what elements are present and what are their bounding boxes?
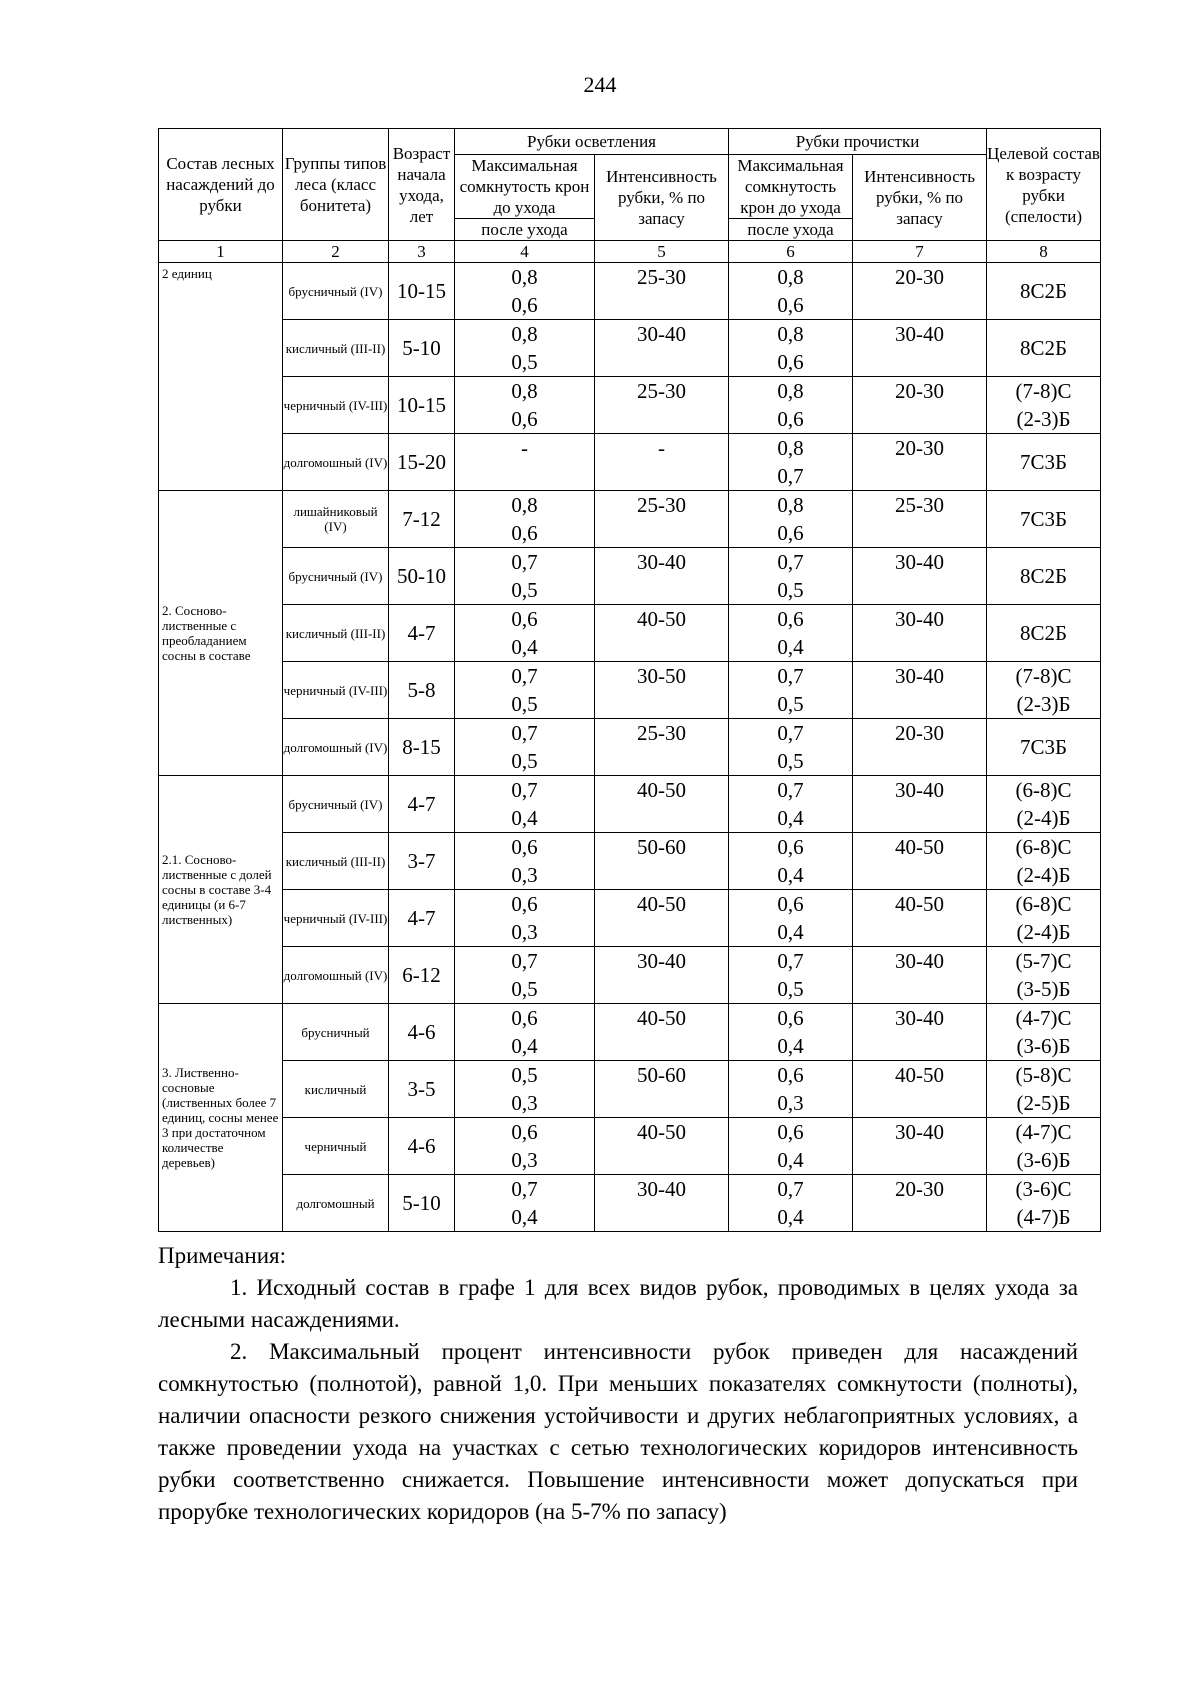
start-age-cell: 5-10 xyxy=(389,320,455,377)
target-composition-cell xyxy=(987,776,1101,833)
composition-cell: 2 единиц xyxy=(159,263,283,491)
value-after: 0,3 xyxy=(511,1148,538,1172)
value-after: 0,3 xyxy=(511,863,538,887)
value-after: 0,5 xyxy=(511,350,538,374)
target-composition-cell xyxy=(987,833,1101,890)
value-before: 0,8 xyxy=(511,322,538,346)
target-pine: (3-6)С xyxy=(1015,1177,1072,1201)
forest-type-cell: долгомошный xyxy=(283,1175,389,1232)
value-before: 0,7 xyxy=(511,1177,538,1201)
target-composition-cell: 7С3Б xyxy=(987,719,1101,776)
value-after: 0,4 xyxy=(777,635,804,659)
forest-type-cell: лишайниковый (IV) xyxy=(283,491,389,548)
pr-closure-cell xyxy=(729,1118,853,1175)
column-number: 5 xyxy=(595,241,729,263)
composition-cell: 2. Сосново-лиственные с преобладанием сосны в составе xyxy=(159,491,283,776)
pr-closure-cell xyxy=(729,491,853,548)
value-before: 0,8 xyxy=(511,265,538,289)
start-age-cell: 5-10 xyxy=(389,1175,455,1232)
header-cleaning-cuttings: Рубки осветления xyxy=(455,129,729,155)
value-before: 0,7 xyxy=(511,721,538,745)
value-after: 0,6 xyxy=(511,407,538,431)
thinning-table xyxy=(158,128,1101,1232)
target-composition-cell: 8С2Б xyxy=(987,263,1101,320)
table-row xyxy=(159,605,1101,662)
value-after xyxy=(455,462,594,490)
column-number: 2 xyxy=(283,241,389,263)
target-composition-cell xyxy=(987,1118,1101,1175)
forest-type-cell: долгомошный (IV) xyxy=(283,719,389,776)
pr-intensity-cell: 30-40 xyxy=(853,605,987,662)
pr-intensity-cell: 40-50 xyxy=(853,1061,987,1118)
forest-type-cell: брусничный (IV) xyxy=(283,263,389,320)
table-row xyxy=(159,548,1101,605)
osv-intensity-cell: 50-60 xyxy=(595,1061,729,1118)
pr-closure-cell xyxy=(729,719,853,776)
value-after: 0,3 xyxy=(511,920,538,944)
value-after: 0,5 xyxy=(511,578,538,602)
target-composition-cell: 8С2Б xyxy=(987,320,1101,377)
value-before: 0,6 xyxy=(511,607,538,631)
forest-type-cell: черничный (IV-III) xyxy=(283,890,389,947)
value-before: 0,6 xyxy=(777,1063,804,1087)
table-row xyxy=(159,1175,1101,1232)
osv-intensity-cell: - xyxy=(595,434,729,491)
value-before: 0,5 xyxy=(511,1063,538,1087)
value-before: 0,6 xyxy=(777,892,804,916)
header-osv-max-closure: Максимальная сомкнутость крон до ухода xyxy=(455,155,595,219)
pr-closure-cell xyxy=(729,947,853,1004)
osv-intensity-cell: 30-50 xyxy=(595,662,729,719)
value-before: 0,7 xyxy=(511,550,538,574)
osv-closure-cell xyxy=(455,263,595,320)
forest-type-cell: брусничный xyxy=(283,1004,389,1061)
pr-closure-cell xyxy=(729,548,853,605)
header-pr-max-closure: Максимальная сомкнутость крон до ухода xyxy=(729,155,853,219)
osv-closure-cell xyxy=(455,833,595,890)
pr-intensity-cell: 30-40 xyxy=(853,1118,987,1175)
composition-cell: 3. Лиственно-сосновые (лиственных более 7 единиц, сосны менее 3 при достаточном количестве деревьев) xyxy=(159,1004,283,1232)
pr-intensity-cell: 40-50 xyxy=(853,833,987,890)
target-birch: (3-5)Б xyxy=(1016,977,1071,1001)
start-age-cell: 4-7 xyxy=(389,776,455,833)
target-pine: (5-8)С xyxy=(1015,1063,1072,1087)
target-composition-cell xyxy=(987,890,1101,947)
osv-closure-cell xyxy=(455,1118,595,1175)
pr-intensity-cell: 20-30 xyxy=(853,1175,987,1232)
pr-intensity-cell: 20-30 xyxy=(853,719,987,776)
value-after: 0,6 xyxy=(511,293,538,317)
value-after: 0,4 xyxy=(777,1034,804,1058)
value-before: 0,8 xyxy=(777,436,804,460)
pr-intensity-cell: 25-30 xyxy=(853,491,987,548)
value-before: 0,7 xyxy=(777,949,804,973)
value-after: 0,5 xyxy=(777,977,804,1001)
start-age-cell: 3-7 xyxy=(389,833,455,890)
pr-closure-cell xyxy=(729,1061,853,1118)
target-pine: (6-8)С xyxy=(1015,892,1072,916)
column-numbers-row xyxy=(159,241,1101,263)
table-row xyxy=(159,491,1101,548)
value-after: 0,3 xyxy=(777,1091,804,1115)
header-thinning-cuttings: Рубки прочистки xyxy=(729,129,987,155)
value-before: 0,6 xyxy=(511,1006,538,1030)
start-age-cell: 8-15 xyxy=(389,719,455,776)
target-birch: (4-7)Б xyxy=(1016,1205,1071,1229)
value-before: 0,6 xyxy=(777,835,804,859)
composition-cell: 2.1. Сосново-лиственные с долей сосны в составе 3-4 единицы (и 6-7 лиственных) xyxy=(159,776,283,1004)
pr-intensity-cell: 30-40 xyxy=(853,947,987,1004)
target-composition-cell xyxy=(987,1004,1101,1061)
value-after: 0,5 xyxy=(777,692,804,716)
pr-intensity-cell: 20-30 xyxy=(853,377,987,434)
value-before: 0,8 xyxy=(511,493,538,517)
target-birch: (2-3)Б xyxy=(1016,692,1071,716)
target-pine: (6-8)С xyxy=(1015,835,1072,859)
value-before: 0,7 xyxy=(511,949,538,973)
target-composition-cell: 8С2Б xyxy=(987,548,1101,605)
value-before: 0,7 xyxy=(511,778,538,802)
value-before: 0,7 xyxy=(511,664,538,688)
header-target-composition: Целевой состав к возрасту рубки (спелости) xyxy=(987,129,1101,241)
value-after: 0,5 xyxy=(511,749,538,773)
value-before: 0,8 xyxy=(511,379,538,403)
target-pine: (7-8)С xyxy=(1015,664,1072,688)
osv-intensity-cell: 25-30 xyxy=(595,491,729,548)
pr-closure-cell xyxy=(729,377,853,434)
start-age-cell: 15-20 xyxy=(389,434,455,491)
value-after: 0,6 xyxy=(511,521,538,545)
target-composition-cell: 7С3Б xyxy=(987,434,1101,491)
pr-closure-cell xyxy=(729,662,853,719)
forest-type-cell: кисличный xyxy=(283,1061,389,1118)
pr-closure-cell xyxy=(729,605,853,662)
value-after: 0,6 xyxy=(777,521,804,545)
value-after: 0,5 xyxy=(777,749,804,773)
target-composition-cell xyxy=(987,1175,1101,1232)
osv-closure-cell xyxy=(455,776,595,833)
osv-closure-cell xyxy=(455,434,595,491)
target-birch: (3-6)Б xyxy=(1016,1034,1071,1058)
start-age-cell: 7-12 xyxy=(389,491,455,548)
forest-type-cell: кисличный (III-II) xyxy=(283,833,389,890)
osv-intensity-cell: 40-50 xyxy=(595,890,729,947)
value-before: 0,7 xyxy=(777,721,804,745)
value-before: 0,7 xyxy=(777,1177,804,1201)
column-number: 7 xyxy=(853,241,987,263)
osv-closure-cell xyxy=(455,1004,595,1061)
value-before: 0,6 xyxy=(511,835,538,859)
start-age-cell: 4-6 xyxy=(389,1004,455,1061)
value-after: 0,5 xyxy=(777,578,804,602)
target-birch: (2-3)Б xyxy=(1016,407,1071,431)
osv-closure-cell xyxy=(455,1175,595,1232)
osv-closure-cell xyxy=(455,947,595,1004)
start-age-cell: 3-5 xyxy=(389,1061,455,1118)
start-age-cell: 10-15 xyxy=(389,263,455,320)
forest-type-cell: черничный xyxy=(283,1118,389,1175)
osv-intensity-cell: 40-50 xyxy=(595,1004,729,1061)
start-age-cell: 50-10 xyxy=(389,548,455,605)
note-item: 1. Исходный состав в графе 1 для всех видов рубок, проводимых в целях ухода за лесными насаждениями. xyxy=(158,1275,1078,1332)
value-before: 0,6 xyxy=(777,1120,804,1144)
osv-intensity-cell: 40-50 xyxy=(595,1118,729,1175)
table-row xyxy=(159,263,1101,320)
value-after: 0,4 xyxy=(511,1205,538,1229)
osv-closure-cell xyxy=(455,1061,595,1118)
osv-closure-cell xyxy=(455,548,595,605)
forest-type-cell: черничный (IV-III) xyxy=(283,662,389,719)
forest-type-cell: черничный (IV-III) xyxy=(283,377,389,434)
osv-intensity-cell: 30-40 xyxy=(595,947,729,1004)
target-composition-cell: 8С2Б xyxy=(987,605,1101,662)
value-after: 0,4 xyxy=(777,806,804,830)
target-birch: (2-4)Б xyxy=(1016,920,1071,944)
value-before: 0,6 xyxy=(511,892,538,916)
start-age-cell: 4-7 xyxy=(389,890,455,947)
value-after: 0,4 xyxy=(777,920,804,944)
value-after: 0,4 xyxy=(777,1205,804,1229)
osv-intensity-cell: 40-50 xyxy=(595,776,729,833)
header-composition: Состав лесных насаждений до рубки xyxy=(159,129,283,241)
value-before: 0,7 xyxy=(777,664,804,688)
table-row xyxy=(159,434,1101,491)
pr-intensity-cell: 20-30 xyxy=(853,434,987,491)
osv-intensity-cell: 25-30 xyxy=(595,719,729,776)
osv-intensity-cell: 25-30 xyxy=(595,263,729,320)
table-row xyxy=(159,1118,1101,1175)
value-before: 0,6 xyxy=(777,1006,804,1030)
value-before: 0,7 xyxy=(777,778,804,802)
start-age-cell: 4-7 xyxy=(389,605,455,662)
table-row xyxy=(159,1004,1101,1061)
osv-closure-cell xyxy=(455,491,595,548)
forest-type-cell: кисличный (III-II) xyxy=(283,320,389,377)
value-after: 0,5 xyxy=(511,692,538,716)
value-after: 0,4 xyxy=(777,863,804,887)
column-number: 1 xyxy=(159,241,283,263)
value-after: 0,5 xyxy=(511,977,538,1001)
pr-closure-cell xyxy=(729,890,853,947)
osv-intensity-cell: 50-60 xyxy=(595,833,729,890)
column-number: 3 xyxy=(389,241,455,263)
start-age-cell: 4-6 xyxy=(389,1118,455,1175)
pr-closure-cell xyxy=(729,833,853,890)
table-row xyxy=(159,320,1101,377)
target-composition-cell xyxy=(987,1061,1101,1118)
header-osv-after: после ухода xyxy=(455,219,595,241)
value-after: 0,4 xyxy=(777,1148,804,1172)
start-age-cell: 6-12 xyxy=(389,947,455,1004)
pr-closure-cell xyxy=(729,776,853,833)
target-birch: (2-5)Б xyxy=(1016,1091,1071,1115)
value-after: 0,3 xyxy=(511,1091,538,1115)
notes xyxy=(158,1240,1078,1528)
value-after: 0,4 xyxy=(511,806,538,830)
start-age-cell: 5-8 xyxy=(389,662,455,719)
target-pine: (6-8)С xyxy=(1015,778,1072,802)
page-number: 244 xyxy=(583,72,617,97)
column-number: 6 xyxy=(729,241,853,263)
pr-intensity-cell: 40-50 xyxy=(853,890,987,947)
value-before: 0,8 xyxy=(777,379,804,403)
osv-intensity-cell: 25-30 xyxy=(595,377,729,434)
target-birch: (2-4)Б xyxy=(1016,806,1071,830)
note-item: 2. Максимальный процент интенсивности рубок приведен для насаждений сомкнутостью (полнотой), равной 1,0. При меньших показателях сомкнутости (полноты), наличии опасности резкого снижения устойчивости и других неблагоприятных условиях, а также проведении ухода на участках с сетью технологических коридоров интенсивность рубки соответственно снижается. Повышение интенсивности может допускаться при прорубке технологических коридоров (на 5-7% по запасу) xyxy=(158,1339,1078,1524)
osv-intensity-cell: 30-40 xyxy=(595,548,729,605)
value-before: - xyxy=(521,436,528,460)
value-after: 0,7 xyxy=(777,464,804,488)
pr-closure-cell xyxy=(729,263,853,320)
forest-type-cell: долгомошный (IV) xyxy=(283,947,389,1004)
pr-closure-cell xyxy=(729,320,853,377)
table-row xyxy=(159,890,1101,947)
column-number: 4 xyxy=(455,241,595,263)
target-birch: (2-4)Б xyxy=(1016,863,1071,887)
header-forest-type-group: Группы типов леса (класс бонитета) xyxy=(283,129,389,241)
value-after: 0,4 xyxy=(511,1034,538,1058)
table-row xyxy=(159,947,1101,1004)
osv-intensity-cell: 40-50 xyxy=(595,605,729,662)
table-row xyxy=(159,377,1101,434)
value-after: 0,6 xyxy=(777,350,804,374)
header-start-age: Возраст начала ухода, лет xyxy=(389,129,455,241)
target-composition-cell xyxy=(987,947,1101,1004)
table-row xyxy=(159,833,1101,890)
value-before: 0,8 xyxy=(777,265,804,289)
forest-type-cell: кисличный (III-II) xyxy=(283,605,389,662)
value-before: 0,6 xyxy=(777,607,804,631)
pr-intensity-cell: 30-40 xyxy=(853,320,987,377)
osv-closure-cell xyxy=(455,662,595,719)
table-row xyxy=(159,719,1101,776)
osv-intensity-cell: 30-40 xyxy=(595,320,729,377)
start-age-cell: 10-15 xyxy=(389,377,455,434)
pr-intensity-cell: 30-40 xyxy=(853,1004,987,1061)
column-number: 8 xyxy=(987,241,1101,263)
target-composition-cell: 7С3Б xyxy=(987,491,1101,548)
osv-intensity-cell: 30-40 xyxy=(595,1175,729,1232)
target-birch: (3-6)Б xyxy=(1016,1148,1071,1172)
forest-type-cell: долгомошный (IV) xyxy=(283,434,389,491)
value-before: 0,8 xyxy=(777,493,804,517)
value-before: 0,7 xyxy=(777,550,804,574)
pr-closure-cell xyxy=(729,1004,853,1061)
value-before: 0,6 xyxy=(511,1120,538,1144)
header-pr-intensity: Интенсивность рубки, % по запасу xyxy=(853,155,987,241)
target-pine: (4-7)С xyxy=(1015,1006,1072,1030)
osv-closure-cell xyxy=(455,890,595,947)
value-before: 0,8 xyxy=(777,322,804,346)
header-pr-after: после ухода xyxy=(729,219,853,241)
table-row xyxy=(159,776,1101,833)
pr-closure-cell xyxy=(729,434,853,491)
table-row xyxy=(159,1061,1101,1118)
pr-intensity-cell: 20-30 xyxy=(853,263,987,320)
notes-heading: Примечания: xyxy=(158,1243,286,1268)
osv-closure-cell xyxy=(455,719,595,776)
pr-intensity-cell: 30-40 xyxy=(853,548,987,605)
osv-closure-cell xyxy=(455,377,595,434)
osv-closure-cell xyxy=(455,605,595,662)
target-pine: (5-7)С xyxy=(1015,949,1072,973)
pr-intensity-cell: 30-40 xyxy=(853,662,987,719)
target-composition-cell xyxy=(987,662,1101,719)
target-composition-cell xyxy=(987,377,1101,434)
pr-closure-cell xyxy=(729,1175,853,1232)
value-after: 0,4 xyxy=(511,635,538,659)
value-after: 0,6 xyxy=(777,293,804,317)
forest-type-cell: брусничный (IV) xyxy=(283,548,389,605)
pr-intensity-cell: 30-40 xyxy=(853,776,987,833)
target-pine: (7-8)С xyxy=(1015,379,1072,403)
header-osv-intensity: Интенсивность рубки, % по запасу xyxy=(595,155,729,241)
table-row xyxy=(159,662,1101,719)
forest-type-cell: брусничный (IV) xyxy=(283,776,389,833)
target-pine: (4-7)С xyxy=(1015,1120,1072,1144)
osv-closure-cell xyxy=(455,320,595,377)
value-after: 0,6 xyxy=(777,407,804,431)
